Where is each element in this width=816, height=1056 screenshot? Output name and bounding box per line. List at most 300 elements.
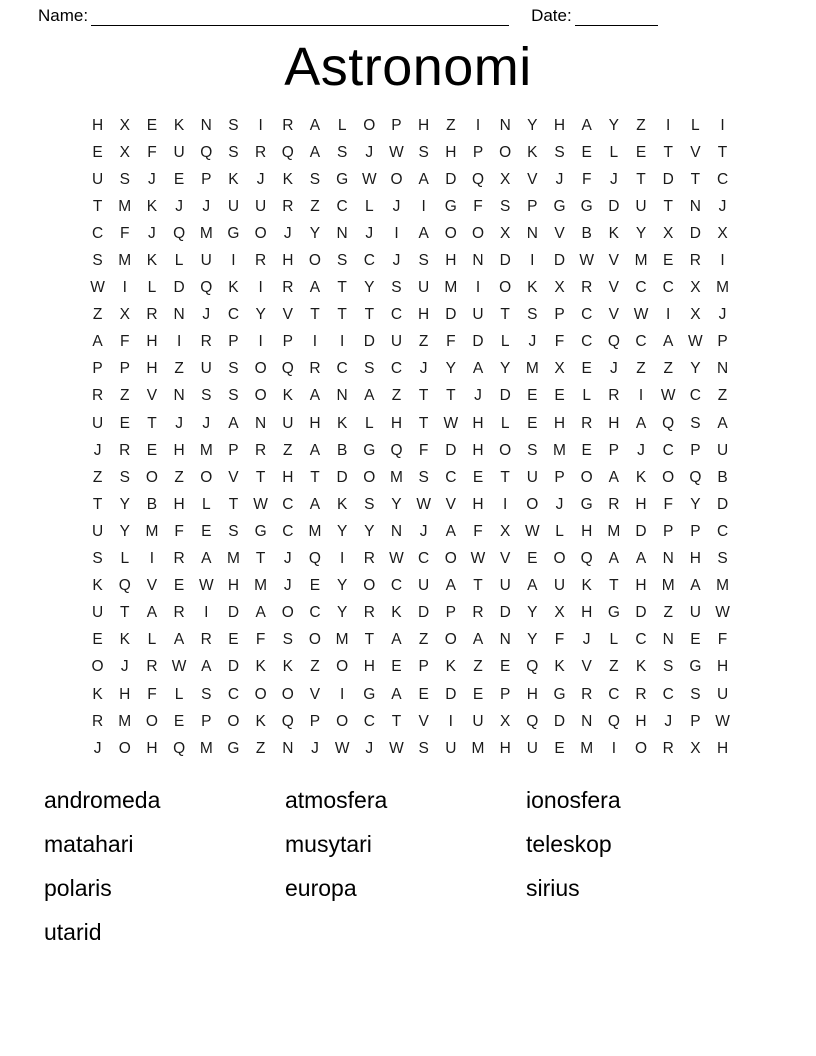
grid-cell[interactable]: L xyxy=(174,685,184,703)
grid-cell[interactable]: Q xyxy=(200,279,213,297)
grid-cell[interactable]: T xyxy=(310,468,320,486)
grid-cell[interactable]: F xyxy=(473,197,483,215)
grid-cell[interactable]: X xyxy=(690,739,701,757)
grid-cell[interactable]: E xyxy=(663,252,674,270)
grid-cell[interactable]: I xyxy=(638,387,644,405)
grid-cell[interactable]: E xyxy=(92,143,103,161)
grid-cell[interactable]: T xyxy=(255,468,266,486)
grid-cell[interactable]: X xyxy=(554,279,565,297)
grid-cell[interactable]: E xyxy=(527,387,538,405)
grid-cell[interactable]: J xyxy=(664,712,673,730)
grid-cell[interactable]: S xyxy=(228,360,239,378)
grid-cell[interactable]: Q xyxy=(173,739,186,757)
grid-cell[interactable]: Z xyxy=(446,116,456,134)
grid-cell[interactable]: E xyxy=(173,577,185,595)
grid-cell[interactable]: A xyxy=(309,279,321,297)
grid-cell[interactable]: S xyxy=(554,143,565,161)
grid-cell[interactable]: V xyxy=(554,224,565,242)
grid-cell[interactable]: L xyxy=(555,522,564,540)
grid-cell[interactable]: J xyxy=(175,414,183,432)
grid-cell[interactable]: H xyxy=(635,577,647,595)
grid-cell[interactable]: I xyxy=(530,252,535,270)
grid-cell[interactable]: I xyxy=(258,116,263,134)
grid-cell[interactable]: C xyxy=(227,306,240,324)
grid-cell[interactable]: E xyxy=(201,522,212,540)
grid-cell[interactable]: A xyxy=(391,631,402,649)
grid-cell[interactable]: C xyxy=(227,685,240,703)
grid-cell[interactable]: V xyxy=(499,550,511,568)
grid-cell[interactable]: G xyxy=(227,224,240,242)
grid-cell[interactable]: T xyxy=(446,387,456,405)
grid-cell[interactable]: H xyxy=(390,414,403,432)
grid-cell[interactable]: D xyxy=(635,604,647,622)
grid-cell[interactable]: J xyxy=(283,577,292,595)
grid-cell[interactable]: I xyxy=(258,279,263,297)
grid-cell[interactable]: H xyxy=(309,414,321,432)
grid-cell[interactable]: D xyxy=(418,604,430,622)
grid-cell[interactable]: R xyxy=(282,279,294,297)
grid-cell[interactable]: U xyxy=(91,522,104,540)
grid-cell[interactable]: M xyxy=(199,224,213,242)
grid-cell[interactable]: U xyxy=(716,685,729,703)
grid-cell[interactable]: D xyxy=(553,712,566,730)
grid-cell[interactable]: H xyxy=(526,685,538,703)
grid-cell[interactable]: X xyxy=(554,604,565,622)
grid-cell[interactable]: E xyxy=(119,414,130,432)
grid-cell[interactable]: V xyxy=(445,495,456,513)
grid-cell[interactable]: K xyxy=(635,468,647,486)
grid-cell[interactable]: A xyxy=(472,631,484,649)
grid-cell[interactable]: N xyxy=(255,414,267,432)
grid-cell[interactable]: T xyxy=(690,170,701,188)
grid-cell[interactable]: F xyxy=(120,224,130,242)
grid-cell[interactable]: R xyxy=(173,550,185,568)
grid-cell[interactable]: D xyxy=(608,197,620,215)
word-list-item[interactable]: atmosfera xyxy=(285,787,388,813)
grid-cell[interactable]: P xyxy=(690,522,701,540)
grid-cell[interactable]: E xyxy=(499,658,511,676)
grid-cell[interactable]: P xyxy=(472,143,484,161)
grid-cell[interactable]: J xyxy=(555,495,564,513)
grid-cell[interactable]: I xyxy=(204,604,209,622)
grid-cell[interactable]: E xyxy=(146,116,158,134)
grid-cell[interactable]: Y xyxy=(445,360,456,378)
grid-cell[interactable]: D xyxy=(553,252,566,270)
grid-cell[interactable]: K xyxy=(527,279,538,297)
grid-cell[interactable]: O xyxy=(254,360,267,378)
word-list-item[interactable]: musytari xyxy=(285,831,372,857)
grid-cell[interactable]: O xyxy=(254,685,267,703)
grid-cell[interactable]: N xyxy=(336,224,348,242)
grid-cell[interactable]: B xyxy=(336,441,348,459)
grid-cell[interactable]: H xyxy=(472,441,484,459)
grid-cell[interactable]: U xyxy=(173,143,185,161)
grid-cell[interactable]: W xyxy=(443,414,459,432)
grid-cell[interactable]: F xyxy=(554,333,565,351)
grid-cell[interactable]: N xyxy=(526,224,538,242)
grid-cell[interactable]: J xyxy=(283,224,292,242)
grid-cell[interactable]: T xyxy=(337,279,347,297)
grid-cell[interactable]: P xyxy=(309,712,321,730)
grid-cell[interactable]: A xyxy=(255,604,266,622)
grid-cell[interactable]: T xyxy=(255,550,266,568)
grid-cell[interactable]: O xyxy=(444,631,457,649)
grid-cell[interactable]: H xyxy=(445,252,457,270)
grid-cell[interactable]: V xyxy=(690,143,701,161)
grid-cell[interactable]: Q xyxy=(689,468,702,486)
grid-cell[interactable]: F xyxy=(717,631,728,649)
grid-cell[interactable]: K xyxy=(608,224,620,242)
grid-cell[interactable]: S xyxy=(336,252,348,270)
grid-cell[interactable]: A xyxy=(635,550,647,568)
grid-cell[interactable]: I xyxy=(176,333,182,351)
grid-cell[interactable]: E xyxy=(391,658,402,676)
grid-cell[interactable]: M xyxy=(444,279,458,297)
grid-cell[interactable]: R xyxy=(581,414,593,432)
grid-cell[interactable]: U xyxy=(91,170,104,188)
grid-cell[interactable]: Y xyxy=(690,360,701,378)
grid-cell[interactable]: O xyxy=(499,441,512,459)
grid-cell[interactable]: O xyxy=(526,495,539,513)
grid-cell[interactable]: S xyxy=(663,658,674,676)
grid-cell[interactable]: A xyxy=(309,441,321,459)
grid-cell[interactable]: H xyxy=(227,577,240,595)
grid-cell[interactable]: P xyxy=(445,604,456,622)
grid-cell[interactable]: I xyxy=(503,495,508,513)
grid-cell[interactable]: U xyxy=(390,333,403,351)
grid-cell[interactable]: M xyxy=(199,441,213,459)
grid-cell[interactable]: H xyxy=(581,522,593,540)
word-list-item[interactable]: europa xyxy=(285,875,357,901)
grid-cell[interactable]: I xyxy=(666,306,671,324)
grid-cell[interactable]: R xyxy=(472,604,484,622)
grid-cell[interactable]: S xyxy=(228,116,239,134)
grid-cell[interactable]: F xyxy=(663,495,673,513)
grid-cell[interactable]: A xyxy=(445,522,456,540)
grid-cell[interactable]: P xyxy=(527,197,538,215)
grid-cell[interactable]: J xyxy=(419,360,428,378)
grid-cell[interactable]: N xyxy=(581,712,593,730)
grid-cell[interactable]: H xyxy=(553,116,566,134)
grid-cell[interactable]: S xyxy=(717,550,728,568)
word-list-item[interactable]: andromeda xyxy=(44,787,161,813)
grid-cell[interactable]: M xyxy=(199,739,213,757)
grid-cell[interactable]: G xyxy=(553,685,566,703)
grid-cell[interactable]: O xyxy=(227,712,240,730)
grid-cell[interactable]: N xyxy=(472,252,484,270)
grid-cell[interactable]: U xyxy=(526,739,538,757)
grid-cell[interactable]: F xyxy=(581,170,592,188)
grid-cell[interactable]: G xyxy=(254,522,267,540)
grid-cell[interactable]: A xyxy=(608,468,620,486)
grid-cell[interactable]: E xyxy=(581,441,592,459)
grid-cell[interactable]: Y xyxy=(499,360,511,378)
grid-cell[interactable]: K xyxy=(282,170,293,188)
grid-cell[interactable]: H xyxy=(445,143,457,161)
grid-cell[interactable]: L xyxy=(120,550,130,568)
grid-cell[interactable]: U xyxy=(91,414,104,432)
grid-cell[interactable]: D xyxy=(445,441,457,459)
grid-cell[interactable]: X xyxy=(119,306,130,324)
grid-cell[interactable]: S xyxy=(418,143,429,161)
grid-cell[interactable]: D xyxy=(336,468,348,486)
grid-cell[interactable]: D xyxy=(499,604,511,622)
grid-cell[interactable]: P xyxy=(690,441,701,459)
grid-cell[interactable]: J xyxy=(202,414,211,432)
grid-cell[interactable]: S xyxy=(690,685,701,703)
grid-cell[interactable]: P xyxy=(690,712,701,730)
grid-cell[interactable]: F xyxy=(418,441,429,459)
grid-cell[interactable]: Y xyxy=(635,224,647,242)
grid-cell[interactable]: J xyxy=(93,739,102,757)
grid-cell[interactable]: J xyxy=(202,197,211,215)
grid-cell[interactable]: A xyxy=(201,550,212,568)
grid-cell[interactable]: T xyxy=(337,306,347,324)
grid-cell[interactable]: S xyxy=(690,414,701,432)
grid-cell[interactable]: Y xyxy=(527,631,538,649)
grid-cell[interactable]: L xyxy=(582,387,591,405)
grid-cell[interactable]: L xyxy=(147,631,157,649)
grid-cell[interactable]: T xyxy=(473,577,483,595)
grid-cell[interactable]: O xyxy=(499,279,512,297)
grid-cell[interactable]: H xyxy=(282,468,294,486)
grid-cell[interactable]: C xyxy=(662,685,674,703)
grid-cell[interactable]: S xyxy=(119,468,130,486)
grid-cell[interactable]: C xyxy=(608,685,620,703)
grid-cell[interactable]: R xyxy=(200,631,212,649)
grid-cell[interactable]: N xyxy=(499,116,511,134)
grid-cell[interactable]: V xyxy=(228,468,239,486)
grid-cell[interactable]: I xyxy=(475,279,481,297)
grid-cell[interactable]: J xyxy=(609,170,618,188)
grid-cell[interactable]: A xyxy=(391,685,402,703)
grid-cell[interactable]: K xyxy=(92,685,103,703)
grid-cell[interactable]: A xyxy=(472,360,484,378)
grid-cell[interactable]: P xyxy=(92,360,103,378)
grid-cell[interactable]: S xyxy=(282,631,293,649)
grid-cell[interactable]: R xyxy=(173,604,185,622)
grid-cell[interactable]: O xyxy=(281,685,294,703)
grid-cell[interactable]: Z xyxy=(391,387,402,405)
grid-cell[interactable]: P xyxy=(228,333,239,351)
grid-cell[interactable]: O xyxy=(145,468,158,486)
grid-cell[interactable]: R xyxy=(689,252,701,270)
grid-cell[interactable]: R xyxy=(146,306,158,324)
grid-cell[interactable]: D xyxy=(445,685,457,703)
grid-cell[interactable]: J xyxy=(392,197,401,215)
word-search-grid[interactable] xyxy=(84,112,736,762)
grid-cell[interactable]: K xyxy=(282,387,293,405)
grid-cell[interactable]: A xyxy=(445,577,456,595)
grid-cell[interactable]: U xyxy=(689,604,701,622)
grid-cell[interactable]: T xyxy=(500,306,510,324)
grid-cell[interactable]: Q xyxy=(607,712,620,730)
grid-cell[interactable]: B xyxy=(717,468,728,486)
grid-cell[interactable]: J xyxy=(93,441,102,459)
grid-cell[interactable]: W xyxy=(416,495,431,513)
grid-cell[interactable]: H xyxy=(499,739,511,757)
grid-cell[interactable]: H xyxy=(173,441,185,459)
grid-cell[interactable]: H xyxy=(146,333,158,351)
grid-cell[interactable]: K xyxy=(527,143,538,161)
grid-cell[interactable]: I xyxy=(720,252,725,270)
grid-cell[interactable]: C xyxy=(635,279,647,297)
grid-cell[interactable]: T xyxy=(391,712,402,730)
grid-cell[interactable]: I xyxy=(475,116,481,134)
grid-cell[interactable]: S xyxy=(418,252,429,270)
grid-cell[interactable]: Y xyxy=(119,495,130,513)
grid-cell[interactable]: Z xyxy=(310,658,320,676)
grid-cell[interactable]: Y xyxy=(364,522,375,540)
grid-cell[interactable]: M xyxy=(661,577,675,595)
grid-cell[interactable]: J xyxy=(419,522,428,540)
grid-cell[interactable]: D xyxy=(227,604,240,622)
grid-cell[interactable]: L xyxy=(500,333,510,351)
grid-cell[interactable]: S xyxy=(228,387,239,405)
grid-cell[interactable]: M xyxy=(254,577,268,595)
grid-cell[interactable]: A xyxy=(309,116,321,134)
grid-cell[interactable]: B xyxy=(581,224,592,242)
grid-cell[interactable]: R xyxy=(255,143,267,161)
grid-cell[interactable]: P xyxy=(499,685,511,703)
grid-cell[interactable]: S xyxy=(336,143,348,161)
name-input-line[interactable] xyxy=(91,10,509,26)
grid-cell[interactable]: K xyxy=(336,495,348,513)
grid-cell[interactable]: F xyxy=(473,522,483,540)
grid-cell[interactable]: M xyxy=(118,712,132,730)
grid-cell[interactable]: E xyxy=(527,414,538,432)
grid-cell[interactable]: J xyxy=(582,631,591,649)
grid-cell[interactable]: E xyxy=(635,143,647,161)
grid-cell[interactable]: Z xyxy=(310,197,320,215)
grid-cell[interactable]: O xyxy=(145,712,158,730)
grid-cell[interactable]: Y xyxy=(336,604,348,622)
grid-cell[interactable]: Z xyxy=(636,360,646,378)
grid-cell[interactable]: W xyxy=(90,279,105,297)
grid-cell[interactable]: S xyxy=(364,360,375,378)
grid-cell[interactable]: O xyxy=(499,143,512,161)
grid-cell[interactable]: E xyxy=(146,441,158,459)
grid-cell[interactable]: L xyxy=(174,252,184,270)
grid-cell[interactable]: N xyxy=(662,550,674,568)
grid-cell[interactable]: T xyxy=(92,495,103,513)
word-list-item[interactable]: utarid xyxy=(44,919,102,945)
grid-cell[interactable]: W xyxy=(470,550,486,568)
grid-cell[interactable]: T xyxy=(310,306,320,324)
grid-cell[interactable]: U xyxy=(282,414,294,432)
grid-cell[interactable]: J xyxy=(148,170,156,188)
grid-cell[interactable]: L xyxy=(609,631,619,649)
grid-cell[interactable]: I xyxy=(394,224,399,242)
grid-cell[interactable]: P xyxy=(663,522,674,540)
grid-cell[interactable]: O xyxy=(254,224,267,242)
grid-cell[interactable]: W xyxy=(389,143,404,161)
grid-cell[interactable]: C xyxy=(363,712,375,730)
grid-cell[interactable]: S xyxy=(418,468,429,486)
grid-cell[interactable]: C xyxy=(390,360,403,378)
grid-cell[interactable]: A xyxy=(201,658,212,676)
grid-cell[interactable]: U xyxy=(472,712,484,730)
grid-cell[interactable]: Q xyxy=(281,360,294,378)
grid-cell[interactable]: X xyxy=(499,170,511,188)
grid-cell[interactable]: A xyxy=(309,143,321,161)
grid-cell[interactable]: W xyxy=(688,333,703,351)
grid-cell[interactable]: Y xyxy=(690,495,701,513)
grid-cell[interactable]: C xyxy=(635,631,647,649)
grid-cell[interactable]: J xyxy=(365,143,374,161)
word-list-item[interactable]: sirius xyxy=(526,875,580,901)
grid-cell[interactable]: H xyxy=(146,739,158,757)
grid-cell[interactable]: Y xyxy=(336,522,348,540)
grid-cell[interactable]: C xyxy=(581,306,593,324)
grid-cell[interactable]: R xyxy=(119,441,131,459)
grid-cell[interactable]: J xyxy=(148,224,156,242)
grid-cell[interactable]: G xyxy=(580,495,593,513)
grid-cell[interactable]: Z xyxy=(92,306,103,324)
grid-cell[interactable]: M xyxy=(553,441,566,459)
grid-cell[interactable]: I xyxy=(312,333,318,351)
grid-cell[interactable]: O xyxy=(118,739,131,757)
grid-cell[interactable]: T xyxy=(663,197,673,215)
grid-cell[interactable]: H xyxy=(635,495,647,513)
grid-cell[interactable]: H xyxy=(119,685,131,703)
grid-cell[interactable]: D xyxy=(662,170,674,188)
grid-cell[interactable]: T xyxy=(120,604,130,622)
grid-cell[interactable]: O xyxy=(200,468,213,486)
grid-cell[interactable]: C xyxy=(716,522,729,540)
grid-cell[interactable]: X xyxy=(499,522,511,540)
grid-cell[interactable]: A xyxy=(228,414,239,432)
grid-cell[interactable]: J xyxy=(120,658,129,676)
grid-cell[interactable]: I xyxy=(339,550,345,568)
grid-cell[interactable]: L xyxy=(337,116,347,134)
grid-cell[interactable]: F xyxy=(147,143,157,161)
grid-cell[interactable]: R xyxy=(635,685,647,703)
grid-cell[interactable]: D xyxy=(689,224,701,242)
grid-cell[interactable]: K xyxy=(146,197,158,215)
grid-cell[interactable]: H xyxy=(581,604,593,622)
grid-cell[interactable]: M xyxy=(607,522,621,540)
grid-cell[interactable]: K xyxy=(255,712,266,730)
grid-cell[interactable]: E xyxy=(472,468,484,486)
grid-cell[interactable]: V xyxy=(146,577,158,595)
grid-cell[interactable]: P xyxy=(282,333,293,351)
grid-cell[interactable]: T xyxy=(92,197,103,215)
grid-cell[interactable]: M xyxy=(580,739,594,757)
grid-cell[interactable]: W xyxy=(253,495,268,513)
grid-cell[interactable]: R xyxy=(91,712,104,730)
grid-cell[interactable]: K xyxy=(391,604,402,622)
grid-cell[interactable]: J xyxy=(175,197,183,215)
grid-cell[interactable]: V xyxy=(309,685,321,703)
grid-cell[interactable]: I xyxy=(122,279,127,297)
grid-cell[interactable]: X xyxy=(119,143,130,161)
grid-cell[interactable]: J xyxy=(365,224,374,242)
grid-cell[interactable]: M xyxy=(335,631,349,649)
grid-cell[interactable]: K xyxy=(282,658,293,676)
grid-cell[interactable]: M xyxy=(145,522,159,540)
grid-cell[interactable]: S xyxy=(228,522,239,540)
grid-cell[interactable]: W xyxy=(715,712,730,730)
grid-cell[interactable]: Z xyxy=(120,387,130,405)
grid-cell[interactable]: M xyxy=(308,522,322,540)
grid-cell[interactable]: O xyxy=(281,604,294,622)
grid-cell[interactable]: R xyxy=(200,333,212,351)
grid-cell[interactable]: O xyxy=(444,224,457,242)
grid-cell[interactable]: Z xyxy=(255,739,266,757)
grid-cell[interactable]: A xyxy=(364,387,375,405)
grid-cell[interactable]: Q xyxy=(308,550,321,568)
